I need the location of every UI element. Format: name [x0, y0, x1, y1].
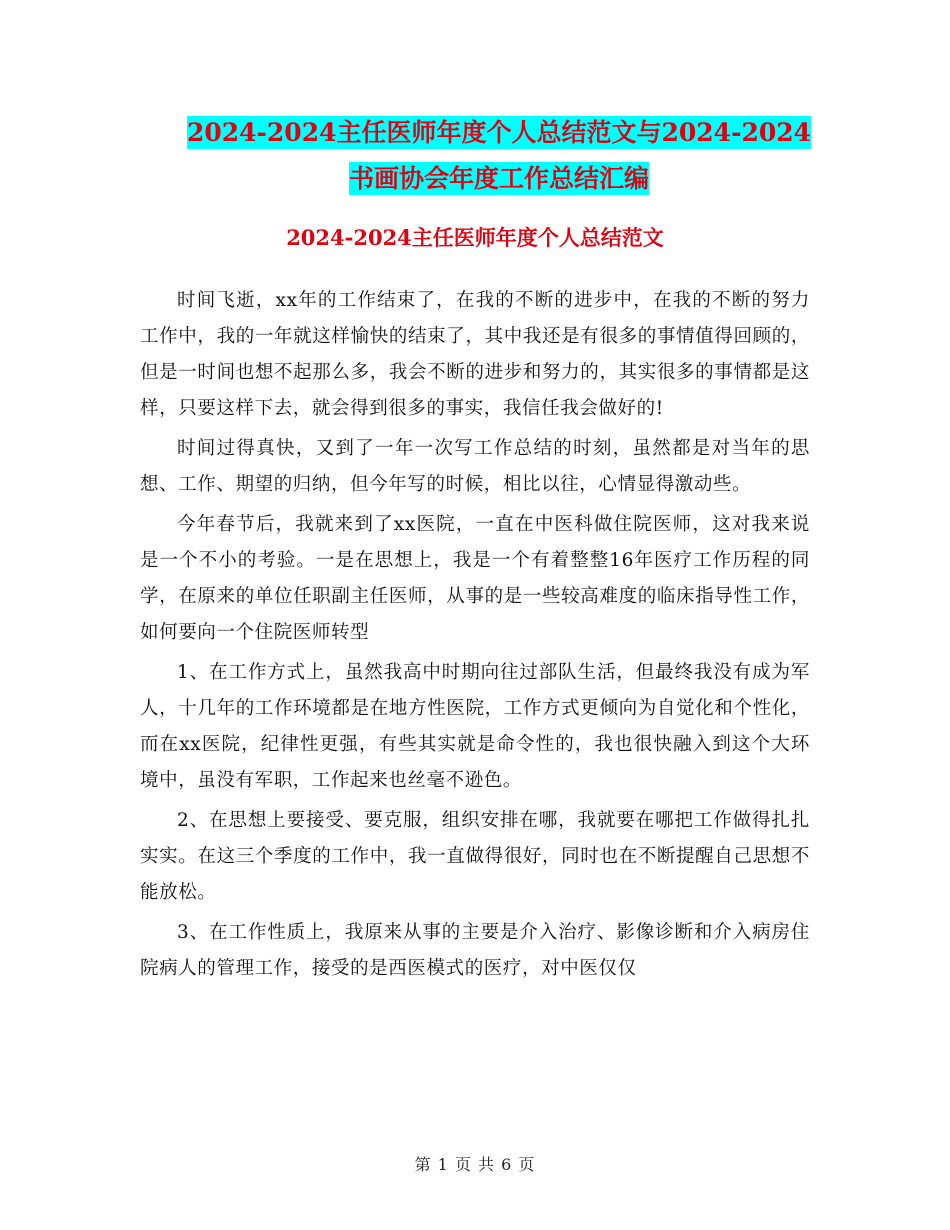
document-title	[186, 110, 812, 202]
section-title: 2024-2024主任医师年度个人总结范文	[286, 225, 664, 250]
paragraph: 1、在工作方式上，虽然我高中时期向往过部队生活，但最终我没有成为军人，十几年的工作环境都是在地方性医院，工作方式更倾向为自觉化和个性化，而在xx医院，纪律性更强，有些其实就是命令性的，我也很快融入到这个大环境中，虽没有军职，工作起来也丝毫不逊色。	[140, 662, 810, 791]
document-body	[140, 283, 810, 991]
paragraph: 3、在工作性质上，我原来从事的主要是介入治疗、影像诊断和介入病房住院病人的管理工作，接受的是西医模式的医疗，对中医仅仅	[140, 922, 810, 979]
paragraph: 时间过得真快，又到了一年一次写工作总结的时刻，虽然都是对当年的思想、工作、期望的归纳，但今年写的时候，相比以往，心情显得激动些。	[140, 438, 810, 495]
paragraph: 2、在思想上要接受、要克服，组织安排在哪，我就要在哪把工作做得扎扎实实。在这三个季度的工作中，我一直做得很好，同时也在不断提醒自己思想不能放松。	[140, 810, 810, 903]
paragraph: 今年春节后，我就来到了xx医院，一直在中医科做住院医师，这对我来说是一个不小的考验。一是在思想上，我是一个有着整整16年医疗工作历程的同学，在原来的单位任职副主任医师，从事的是一些较高难度的临床指导性工作，如何要向一个住院医师转型	[140, 514, 810, 643]
document-title-highlight: 2024-2024主任医师年度个人总结范文与2024-2024书画协会年度工作总结汇编	[186, 118, 812, 193]
paragraph: 时间飞逝，xx年的工作结束了，在我的不断的进步中，在我的不断的努力工作中，我的一年就这样愉快的结束了，其中我还是有很多的事情值得回顾的，但是一时间也想不起那么多，我会不断的进步和努力的，其实很多的事情都是这样，只要这样下去，就会得到很多的事实，我信任我会做好的!	[140, 290, 810, 419]
page-number-footer: 第 1 页 共 6 页	[414, 1155, 536, 1174]
